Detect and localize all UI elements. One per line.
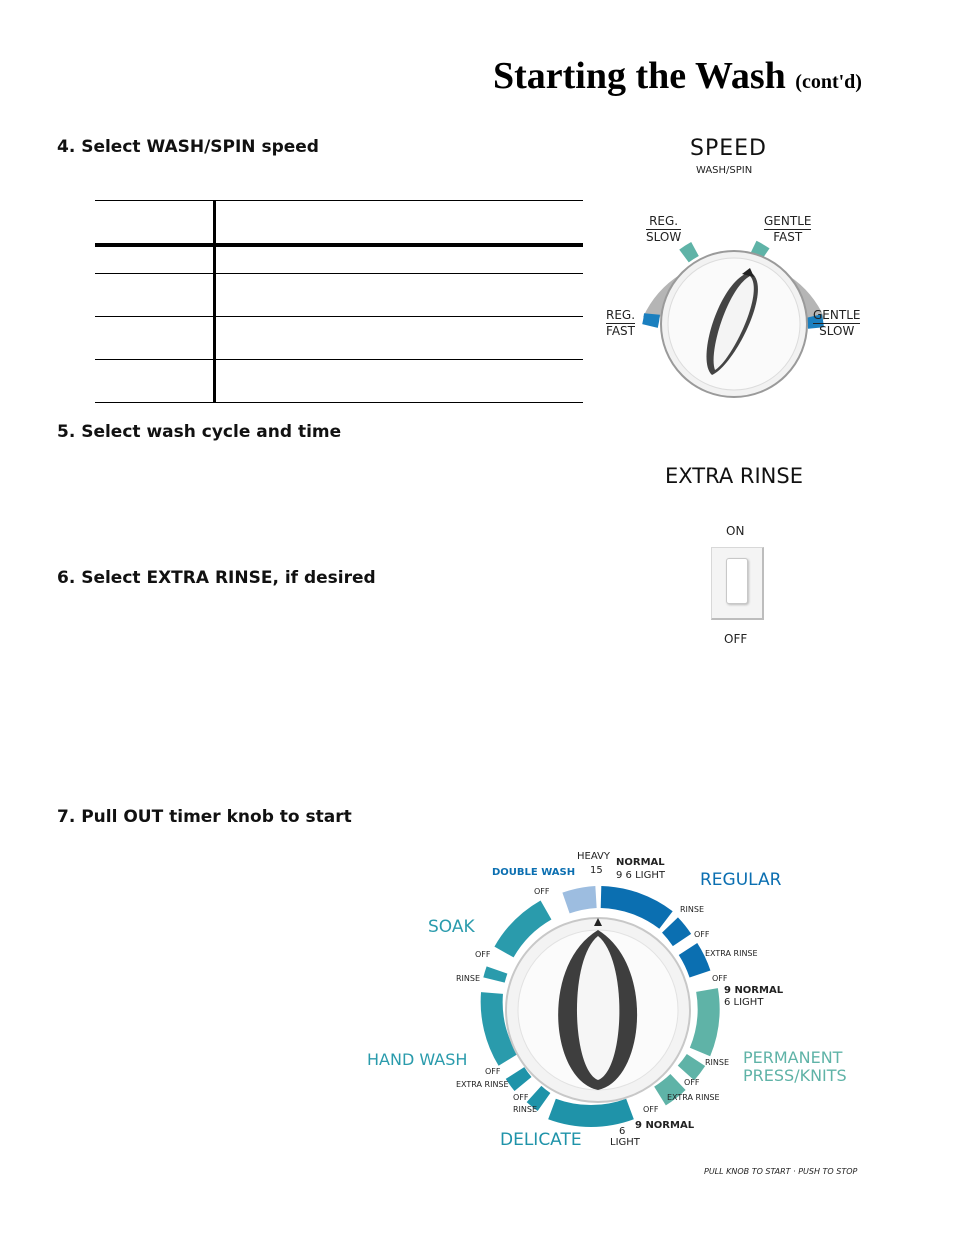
timer-footer-label: PULL KNOB TO START · PUSH TO STOP — [704, 1167, 858, 1176]
page-title-sub: (cont'd) — [795, 71, 862, 93]
timer-6-label: 6 — [619, 1126, 626, 1137]
timer-off-label: OFF — [513, 1093, 529, 1102]
extra-rinse-title: EXTRA RINSE — [665, 464, 803, 488]
table-row — [95, 360, 583, 403]
timer-soak-label: SOAK — [428, 917, 475, 937]
segment-double-wash — [566, 897, 596, 903]
extra-rinse-rocker[interactable] — [726, 558, 748, 604]
page-title-main: Starting the Wash — [493, 55, 786, 97]
speed-marker-reg-fast — [650, 314, 652, 326]
timer-normal-label: NORMAL — [616, 857, 665, 868]
timer-off-label: OFF — [643, 1105, 659, 1114]
timer-extra-rinse-label: EXTRA RINSE — [705, 949, 758, 958]
timer-extra-rinse-label: EXTRA RINSE — [456, 1080, 509, 1089]
timer-regular-label: REGULAR — [700, 870, 782, 890]
table-row — [95, 201, 583, 246]
timer-double-wash-label: DOUBLE WASH — [492, 867, 576, 878]
timer-rinse-label: RINSE — [456, 974, 481, 983]
speed-reg-slow-label: REG. SLOW — [646, 214, 682, 244]
step-4-heading: 4. Select WASH/SPIN speed — [57, 137, 319, 157]
speed-reg-fast-label: REG. FAST — [606, 308, 636, 338]
speed-gentle-fast-label: GENTLE FAST — [764, 214, 812, 244]
timer-6-light-label: 6 LIGHT — [724, 997, 764, 1008]
extra-rinse-on-label: ON — [726, 524, 745, 538]
table-row — [95, 274, 583, 317]
page-title — [493, 54, 862, 98]
segment-permanent-press — [700, 990, 709, 1052]
speed-table — [95, 200, 583, 403]
timer-rinse-label: RINSE — [513, 1105, 538, 1114]
timer-rinse-label: RINSE — [680, 905, 705, 914]
timer-extra-rinse-label: EXTRA RINSE — [667, 1093, 720, 1102]
timer-off-label: OFF — [712, 974, 728, 983]
timer-off-label: OFF — [534, 887, 550, 896]
timer-heavy-label: HEAVY — [577, 851, 610, 862]
timer-9-normal-label: 9 NORMAL — [724, 985, 784, 996]
timer-rinse-label: RINSE — [705, 1058, 730, 1067]
timer-delicate-label: DELICATE — [500, 1130, 582, 1150]
speed-gentle-slow-label: GENTLE SLOW — [813, 308, 861, 338]
step-5-heading: 5. Select wash cycle and time — [57, 422, 342, 442]
timer-off-label: OFF — [694, 930, 710, 939]
timer-off-label: OFF — [684, 1078, 700, 1087]
segment-regular — [601, 897, 666, 920]
timer-permanent-label: PERMANENT — [743, 1048, 843, 1067]
timer-light-label: LIGHT — [610, 1137, 640, 1148]
extra-rinse-off-label: OFF — [724, 632, 748, 646]
timer-off-label: OFF — [485, 1067, 501, 1076]
timer-off-label: OFF — [475, 950, 491, 959]
timer-hand-wash-label: HAND WASH — [367, 1050, 468, 1069]
table-row — [95, 317, 583, 360]
table-row — [95, 245, 583, 274]
timer-9-6-light-label: 9 6 LIGHT — [616, 870, 665, 881]
timer-15-label: 15 — [590, 865, 603, 876]
speed-subtitle: WASH/SPIN — [696, 165, 753, 176]
step-7-heading: 7. Pull OUT timer knob to start — [57, 807, 352, 827]
speed-title: SPEED — [690, 136, 767, 161]
extra-rinse-switch[interactable] — [711, 547, 764, 620]
speed-dial[interactable] — [600, 200, 880, 400]
speed-marker-reg-slow — [684, 249, 695, 256]
segment-delicate — [552, 1109, 630, 1116]
timer-9-normal-label: 9 NORMAL — [635, 1120, 695, 1131]
step-6-heading: 6. Select EXTRA RINSE, if desired — [57, 568, 376, 588]
timer-press-knits-label: PRESS/KNITS — [743, 1066, 847, 1085]
